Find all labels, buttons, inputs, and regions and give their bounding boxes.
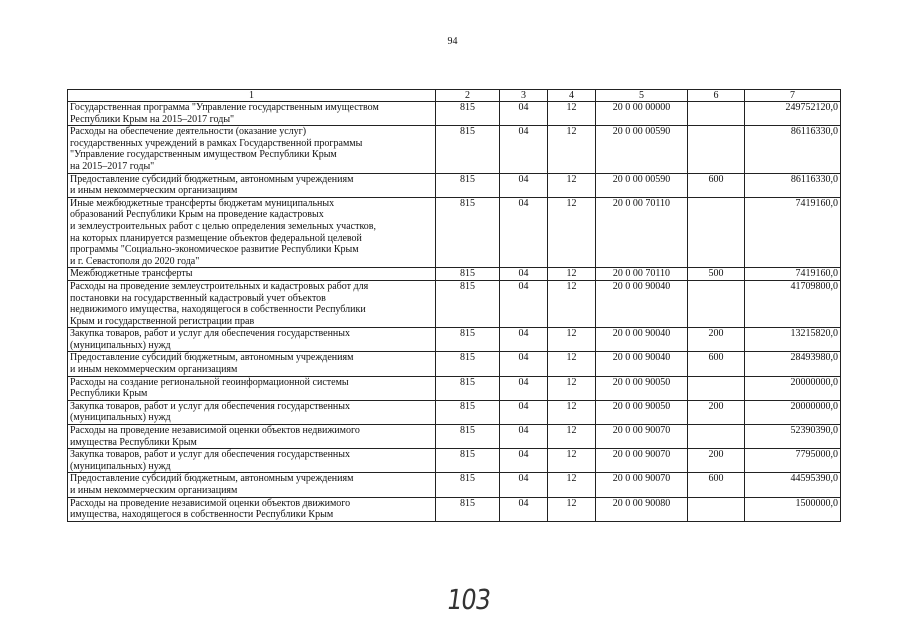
amount: 86116330,0 — [745, 173, 841, 197]
expense-type-code — [688, 376, 745, 400]
amount: 86116330,0 — [745, 126, 841, 173]
expense-type-code — [688, 102, 745, 126]
table-row — [68, 280, 841, 327]
section-code: 04 — [500, 376, 548, 400]
subsection-code: 12 — [548, 102, 596, 126]
target-article-code: 20 0 00 90040 — [596, 280, 688, 327]
section-code: 04 — [500, 497, 548, 521]
section-code: 04 — [500, 280, 548, 327]
expense-description: Закупка товаров, работ и услуг для обеспечения государственных (муниципальных) нужд — [68, 400, 436, 424]
ministry-code: 815 — [436, 449, 500, 473]
ministry-code: 815 — [436, 126, 500, 173]
section-code: 04 — [500, 425, 548, 449]
table-row — [68, 449, 841, 473]
amount: 41709800,0 — [745, 280, 841, 327]
ministry-code: 815 — [436, 400, 500, 424]
subsection-code: 12 — [548, 328, 596, 352]
target-article-code: 20 0 00 90070 — [596, 449, 688, 473]
subsection-code: 12 — [548, 197, 596, 268]
table-row — [68, 197, 841, 268]
expense-description: Предоставление субсидий бюджетным, автономным учреждениям и иным некоммерческим организациям — [68, 352, 436, 376]
subsection-code: 12 — [548, 400, 596, 424]
expense-type-code: 500 — [688, 268, 745, 281]
target-article-code: 20 0 00 70110 — [596, 197, 688, 268]
expense-type-code — [688, 126, 745, 173]
ministry-code: 815 — [436, 352, 500, 376]
subsection-code: 12 — [548, 173, 596, 197]
expense-description: Иные межбюджетные трансферты бюджетам муниципальных образований Республики Крым на проведение кадастровых и землеустроительных работ с целью определения земельных участков, на которых планируется размещение объектов федеральной целевой программы "Социально-экономическое развитие Республики Крым и г. Севастополя до 2020 года" — [68, 197, 436, 268]
amount: 7795000,0 — [745, 449, 841, 473]
table-row — [68, 126, 841, 173]
expense-description: Расходы на обеспечение деятельности (оказание услуг) государственных учреждений в рамках Государственной программы "Управление государственным имуществом Республики Крым на 2015–2017 годы" — [68, 126, 436, 173]
table-row — [68, 473, 841, 497]
table-row — [68, 376, 841, 400]
expense-description: Закупка товаров, работ и услуг для обеспечения государственных (муниципальных) нужд — [68, 449, 436, 473]
target-article-code: 20 0 00 00590 — [596, 173, 688, 197]
expense-type-code: 200 — [688, 400, 745, 424]
amount: 7419160,0 — [745, 268, 841, 281]
section-code: 04 — [500, 197, 548, 268]
table-row — [68, 102, 841, 126]
amount: 44595390,0 — [745, 473, 841, 497]
subsection-code: 12 — [548, 473, 596, 497]
expense-type-code — [688, 425, 745, 449]
expense-description: Расходы на проведение независимой оценки объектов движимого имущества, находящегося в собственности Республики Крым — [68, 497, 436, 521]
amount: 13215820,0 — [745, 328, 841, 352]
expense-description: Межбюджетные трансферты — [68, 268, 436, 281]
subsection-code: 12 — [548, 268, 596, 281]
ministry-code: 815 — [436, 328, 500, 352]
target-article-code: 20 0 00 90070 — [596, 425, 688, 449]
amount: 28493980,0 — [745, 352, 841, 376]
table-row — [68, 400, 841, 424]
target-article-code: 20 0 00 00590 — [596, 126, 688, 173]
amount: 1500000,0 — [745, 497, 841, 521]
ministry-code: 815 — [436, 102, 500, 126]
section-code: 04 — [500, 449, 548, 473]
section-code: 04 — [500, 352, 548, 376]
expense-type-code — [688, 497, 745, 521]
amount: 249752120,0 — [745, 102, 841, 126]
subsection-code: 12 — [548, 425, 596, 449]
ministry-code: 815 — [436, 280, 500, 327]
subsection-code: 12 — [548, 497, 596, 521]
subsection-code: 12 — [548, 376, 596, 400]
page-number: 94 — [447, 36, 458, 47]
ministry-code: 815 — [436, 376, 500, 400]
column-header: 5 — [596, 90, 688, 102]
expense-description: Расходы на создание региональной геоинформационной системы Республики Крым — [68, 376, 436, 400]
ministry-code: 815 — [436, 197, 500, 268]
expense-description: Закупка товаров, работ и услуг для обеспечения государственных (муниципальных) нужд — [68, 328, 436, 352]
budget-table — [67, 89, 841, 522]
section-code: 04 — [500, 328, 548, 352]
column-header: 2 — [436, 90, 500, 102]
expense-type-code — [688, 197, 745, 268]
column-header: 4 — [548, 90, 596, 102]
table-row — [68, 328, 841, 352]
target-article-code: 20 0 00 90070 — [596, 473, 688, 497]
expense-description: Предоставление субсидий бюджетным, автономным учреждениям и иным некоммерческим организациям — [68, 473, 436, 497]
table-row — [68, 497, 841, 521]
section-code: 04 — [500, 173, 548, 197]
subsection-code: 12 — [548, 280, 596, 327]
section-code: 04 — [500, 126, 548, 173]
handwritten-page-number: 103 — [444, 583, 493, 617]
target-article-code: 20 0 00 00000 — [596, 102, 688, 126]
ministry-code: 815 — [436, 425, 500, 449]
expense-description: Государственная программа "Управление государственным имуществом Республики Крым на 2015–2017 годы" — [68, 102, 436, 126]
target-article-code: 20 0 00 90050 — [596, 400, 688, 424]
subsection-code: 12 — [548, 352, 596, 376]
section-code: 04 — [500, 102, 548, 126]
header-row — [68, 90, 841, 102]
expense-description: Расходы на проведение землеустроительных и кадастровых работ для постановки на государственный кадастровый учет объектов недвижимого имущества, находящегося в собственности Республики Крым и государственной регистрации прав — [68, 280, 436, 327]
expense-description: Расходы на проведение независимой оценки объектов недвижимого имущества Республики Крым — [68, 425, 436, 449]
amount: 20000000,0 — [745, 400, 841, 424]
expense-type-code: 600 — [688, 473, 745, 497]
column-header: 1 — [68, 90, 436, 102]
ministry-code: 815 — [436, 497, 500, 521]
expense-type-code — [688, 280, 745, 327]
target-article-code: 20 0 00 90080 — [596, 497, 688, 521]
expense-type-code: 200 — [688, 328, 745, 352]
column-header: 6 — [688, 90, 745, 102]
section-code: 04 — [500, 268, 548, 281]
column-header: 7 — [745, 90, 841, 102]
table-row — [68, 425, 841, 449]
ministry-code: 815 — [436, 473, 500, 497]
amount: 52390390,0 — [745, 425, 841, 449]
amount: 7419160,0 — [745, 197, 841, 268]
ministry-code: 815 — [436, 173, 500, 197]
expense-type-code: 600 — [688, 173, 745, 197]
expense-description: Предоставление субсидий бюджетным, автономным учреждениям и иным некоммерческим организациям — [68, 173, 436, 197]
section-code: 04 — [500, 473, 548, 497]
target-article-code: 20 0 00 90040 — [596, 352, 688, 376]
column-header: 3 — [500, 90, 548, 102]
expense-type-code: 200 — [688, 449, 745, 473]
target-article-code: 20 0 00 70110 — [596, 268, 688, 281]
section-code: 04 — [500, 400, 548, 424]
subsection-code: 12 — [548, 126, 596, 173]
target-article-code: 20 0 00 90040 — [596, 328, 688, 352]
expense-type-code: 600 — [688, 352, 745, 376]
subsection-code: 12 — [548, 449, 596, 473]
target-article-code: 20 0 00 90050 — [596, 376, 688, 400]
table-row — [68, 173, 841, 197]
table-row — [68, 268, 841, 281]
ministry-code: 815 — [436, 268, 500, 281]
table-row — [68, 352, 841, 376]
amount: 20000000,0 — [745, 376, 841, 400]
